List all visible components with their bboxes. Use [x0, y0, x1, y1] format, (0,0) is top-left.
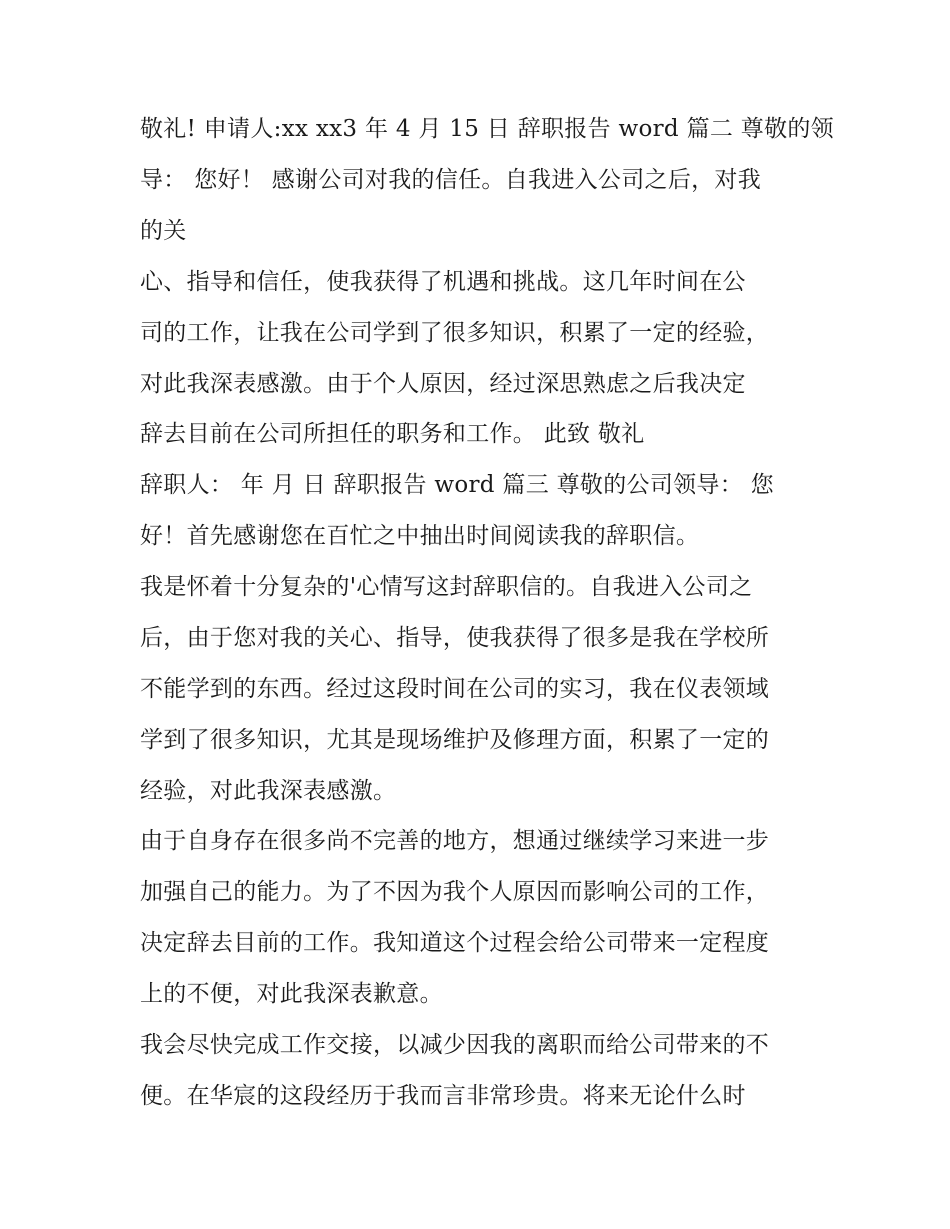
- text-line: 心、指导和信任，使我获得了机遇和挑战。这几年时间在公: [140, 269, 746, 295]
- text-line: 的关: [140, 218, 187, 244]
- text-line: 学到了很多知识，尤其是现场维护及修理方面，积累了一定的: [140, 727, 770, 753]
- text-line: 决定辞去目前的工作。我知道这个过程会给公司带来一定程度: [140, 930, 770, 956]
- text-line: 不能学到的东西。经过这段时间在公司的实习，我在仪表领域: [140, 676, 770, 702]
- text-line: 后，由于您对我的关心、指导，使我获得了很多是我在学校所: [140, 625, 770, 651]
- text-line: 司的工作，让我在公司学到了很多知识，积累了一定的经验，: [140, 320, 770, 346]
- text-line: 我是怀着十分复杂的'心情写这封辞职信的。自我进入公司之: [140, 574, 753, 600]
- text-line: 我会尽快完成工作交接，以减少因我的离职而给公司带来的不: [140, 1032, 770, 1058]
- text-line: 好！首先感谢您在百忙之中抽出时间阅读我的辞职信。: [140, 523, 700, 549]
- text-line: 对此我深表感激。由于个人原因，经过深思熟虑之后我决定: [140, 371, 746, 397]
- text-line: 敬礼! 申请人:xx xx3 年 4 月 15 日 辞职报告 word 篇二 尊敬的领: [140, 116, 834, 142]
- text-line: 由于自身存在很多尚不完善的地方，想通过继续学习来进一步: [140, 828, 770, 854]
- text-line: 上的不便，对此我深表歉意。: [140, 981, 443, 1007]
- text-line: 便。在华宸的这段经历于我而言非常珍贵。将来无论什么时: [140, 1083, 746, 1109]
- text-line: 辞去目前在公司所担任的职务和工作。 此致 敬礼: [140, 421, 645, 447]
- text-line: 导： 您好！ 感谢公司对我的信任。自我进入公司之后，对我: [140, 167, 762, 193]
- text-line: 经验，对此我深表感激。: [140, 778, 397, 804]
- text-line: 加强自己的能力。为了不因为我个人原因而影响公司的工作，: [140, 879, 770, 905]
- text-line: 辞职人： 年 月 日 辞职报告 word 篇三 尊敬的公司领导： 您: [140, 472, 774, 498]
